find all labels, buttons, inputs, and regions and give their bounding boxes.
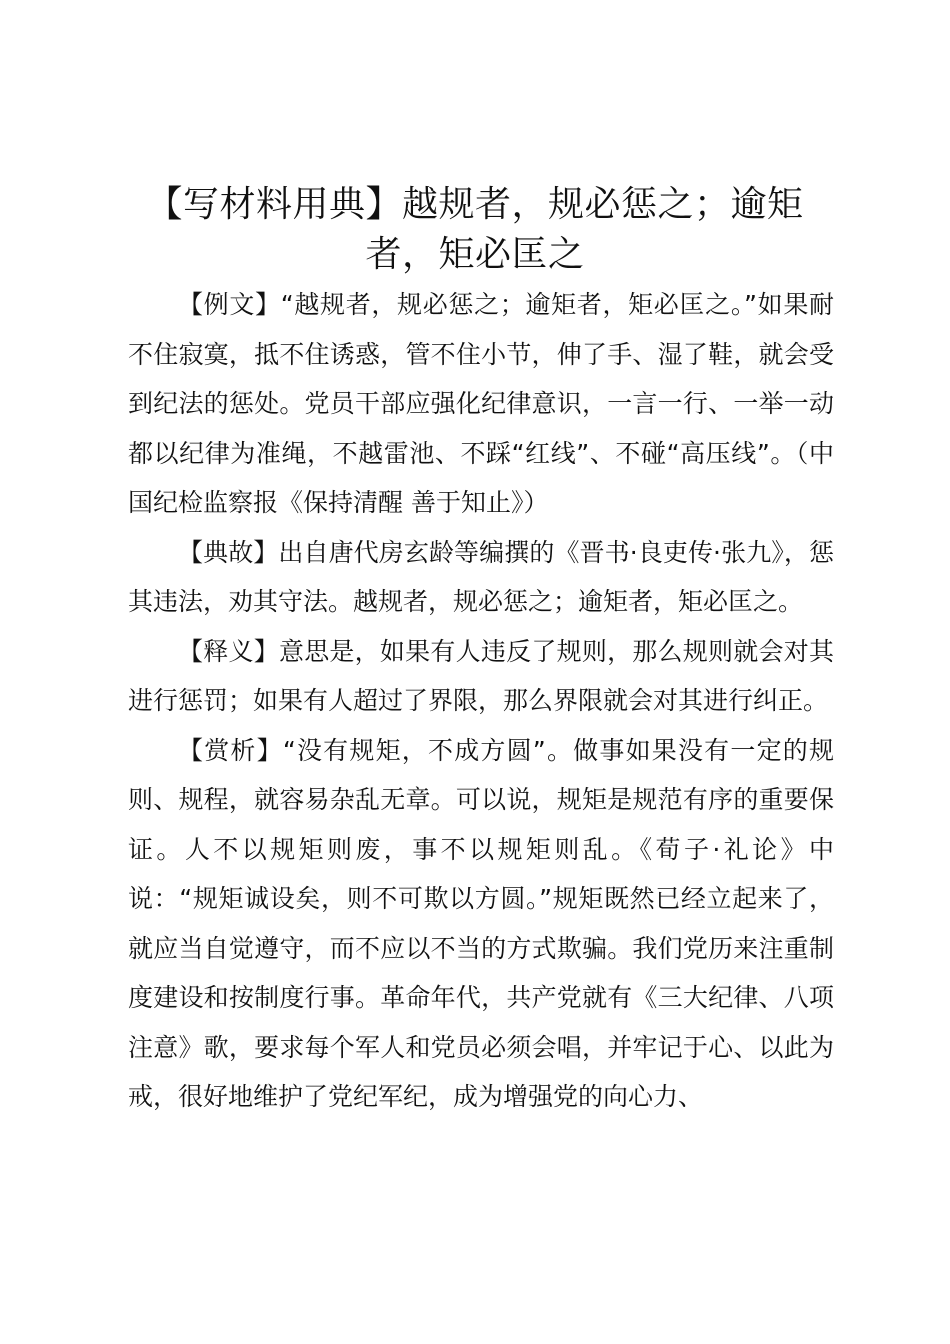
paragraph-allusion: 【典故】出自唐代房玄龄等编撰的《晋书·良吏传·张九》，惩其违法，劝其守法。越规者，规必惩之；逾矩者，矩必匡之。 <box>128 537 834 616</box>
document-title: 【写材料用典】越规者，规必惩之；逾矩者，矩必匡之 <box>146 184 804 275</box>
document-body <box>128 280 834 1122</box>
paragraph-meaning: 【释义】意思是，如果有人违反了规则，那么规则就会对其进行惩罚；如果有人超过了界限，那么界限就会对其进行纠正。 <box>128 636 834 715</box>
paragraph-appreciation: 【赏析】“没有规矩，不成方圆”。做事如果没有一定的规则、规程，就容易杂乱无章。可以说，规矩是规范有序的重要保证。人不以规矩则废，事不以规矩则乱。《荀子·礼论》中说：“规矩诚设矣，则不可欺以方圆。”规矩既然已经立起来了，就应当自觉遵守，而不应以不当的方式欺骗。我们党历来注重制度建设和按制度行事。革命年代，共产党就有《三大纪律、八项注意》歌，要求每个军人和党员必须会唱，并牢记于心、以此为戒，很好地维护了党纪军纪，成为增强党的向心力、 <box>128 735 834 1111</box>
paragraph-example: 【例文】“越规者，规必惩之；逾矩者，矩必匡之。”如果耐不住寂寞，抵不住诱惑，管不住小节，伸了手、湿了鞋，就会受到纪法的惩处。党员干部应强化纪律意识，一言一行、一举一动都以纪律为准绳，不越雷池、不踩“红线”、不碰“高压线”。（中国纪检监察报《保持清醒 善于知止》） <box>128 290 834 517</box>
